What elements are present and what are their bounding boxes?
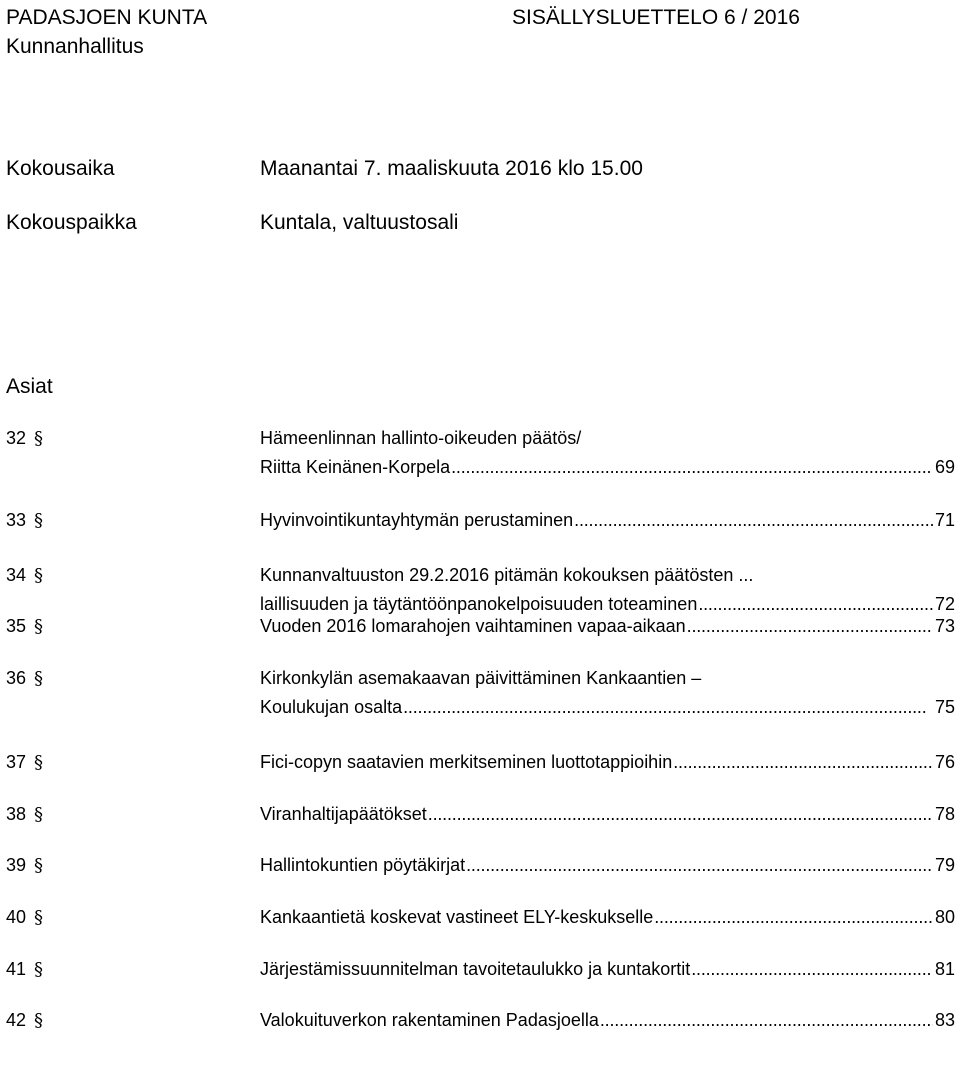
dot-leader: [450, 453, 933, 482]
toc-entry-page: 81: [934, 959, 955, 979]
toc-entry-number: 41: [6, 959, 27, 979]
section-symbol: §: [34, 428, 43, 449]
toc-entry-number: 37: [6, 752, 27, 772]
section-symbol: §: [34, 752, 43, 773]
toc-entry-page: 79: [934, 855, 955, 875]
section-symbol: §: [34, 907, 43, 928]
dot-leader: [599, 1006, 933, 1035]
section-symbol: §: [34, 804, 43, 825]
toc-entry-page: 80: [934, 907, 955, 927]
toc-entry-page: 71: [934, 510, 955, 530]
toc-entry-title: Valokuituverkon rakentaminen Padasjoella: [260, 1010, 599, 1030]
toc-entry-page: 78: [934, 804, 955, 824]
toc-entry-page: 83: [934, 1010, 955, 1030]
section-symbol: §: [34, 1010, 43, 1031]
toc-entry-page: 73: [934, 616, 955, 636]
toc-entry-title: Hyvinvointikuntayhtymän perustaminen: [260, 510, 574, 530]
meeting-time-label: Kokousaika: [6, 157, 115, 180]
dot-leader: [402, 693, 933, 722]
section-symbol: §: [34, 616, 43, 637]
section-symbol: §: [34, 959, 43, 980]
toc-entry-number: 34: [6, 565, 27, 585]
toc-entry-page: 75: [934, 697, 955, 717]
toc-entry-number: 33: [6, 510, 27, 530]
toc-entry-title: Viranhaltijapäätökset: [260, 804, 427, 824]
dot-leader: [465, 851, 933, 880]
toc-entry-title: Kirkonkylän asemakaavan päivittäminen Kankaantien –: [260, 668, 702, 688]
dot-leader: [690, 955, 933, 984]
toc-entry-number: 32: [6, 428, 27, 448]
meeting-time-value: Maanantai 7. maaliskuuta 2016 klo 15.00: [260, 157, 643, 180]
agenda-heading: Asiat: [6, 375, 53, 398]
toc-entry-title: Hallintokuntien pöytäkirjat: [260, 855, 466, 875]
toc-entry-title: Kunnanvaltuuston 29.2.2016 pitämän kokouksen päätösten ...: [260, 565, 754, 585]
organization-name: PADASJOEN KUNTA: [6, 6, 208, 29]
toc-entry-number: 35: [6, 616, 27, 636]
document-title: SISÄLLYSLUETTELO 6 / 2016: [512, 6, 800, 29]
section-symbol: §: [34, 668, 43, 689]
dot-leader: [427, 800, 933, 829]
section-symbol: §: [34, 510, 43, 531]
section-symbol: §: [34, 565, 43, 586]
toc-entry-title: Hämeenlinnan hallinto-oikeuden päätös/: [260, 428, 582, 448]
body-name: Kunnanhallitus: [6, 35, 144, 58]
dot-leader: [653, 903, 933, 932]
dot-leader: [573, 506, 933, 535]
toc-entry-number: 36: [6, 668, 27, 688]
toc-entry-page: 69: [934, 457, 955, 477]
toc-entry-title: Koulukujan osalta: [260, 697, 403, 717]
meeting-place-value: Kuntala, valtuustosali: [260, 211, 459, 234]
toc-entry-title: Riitta Keinänen-Korpela: [260, 457, 451, 477]
toc-entry-title: Järjestämissuunnitelman tavoitetaulukko ja kuntakortit: [260, 959, 691, 979]
section-symbol: §: [34, 855, 43, 876]
toc-entry-title: Kankaantietä koskevat vastineet ELY-keskukselle: [260, 907, 654, 927]
toc-entry-page: 76: [934, 752, 955, 772]
dot-leader: [672, 748, 933, 777]
dot-leader: [686, 612, 933, 641]
toc-entry-title: Vuoden 2016 lomarahojen vaihtaminen vapaa-aikaan: [260, 616, 686, 636]
toc-entry-page: 72: [934, 594, 955, 614]
toc-entry-title: laillisuuden ja täytäntöönpanokelpoisuuden toteaminen: [260, 594, 698, 614]
toc-entry-number: 39: [6, 855, 27, 875]
meeting-place-label: Kokouspaikka: [6, 211, 137, 234]
toc-entry-number: 40: [6, 907, 27, 927]
toc-entry-number: 38: [6, 804, 27, 824]
toc-entry-title: Fici-copyn saatavien merkitseminen luottotappioihin: [260, 752, 673, 772]
toc-entry-number: 42: [6, 1010, 27, 1030]
